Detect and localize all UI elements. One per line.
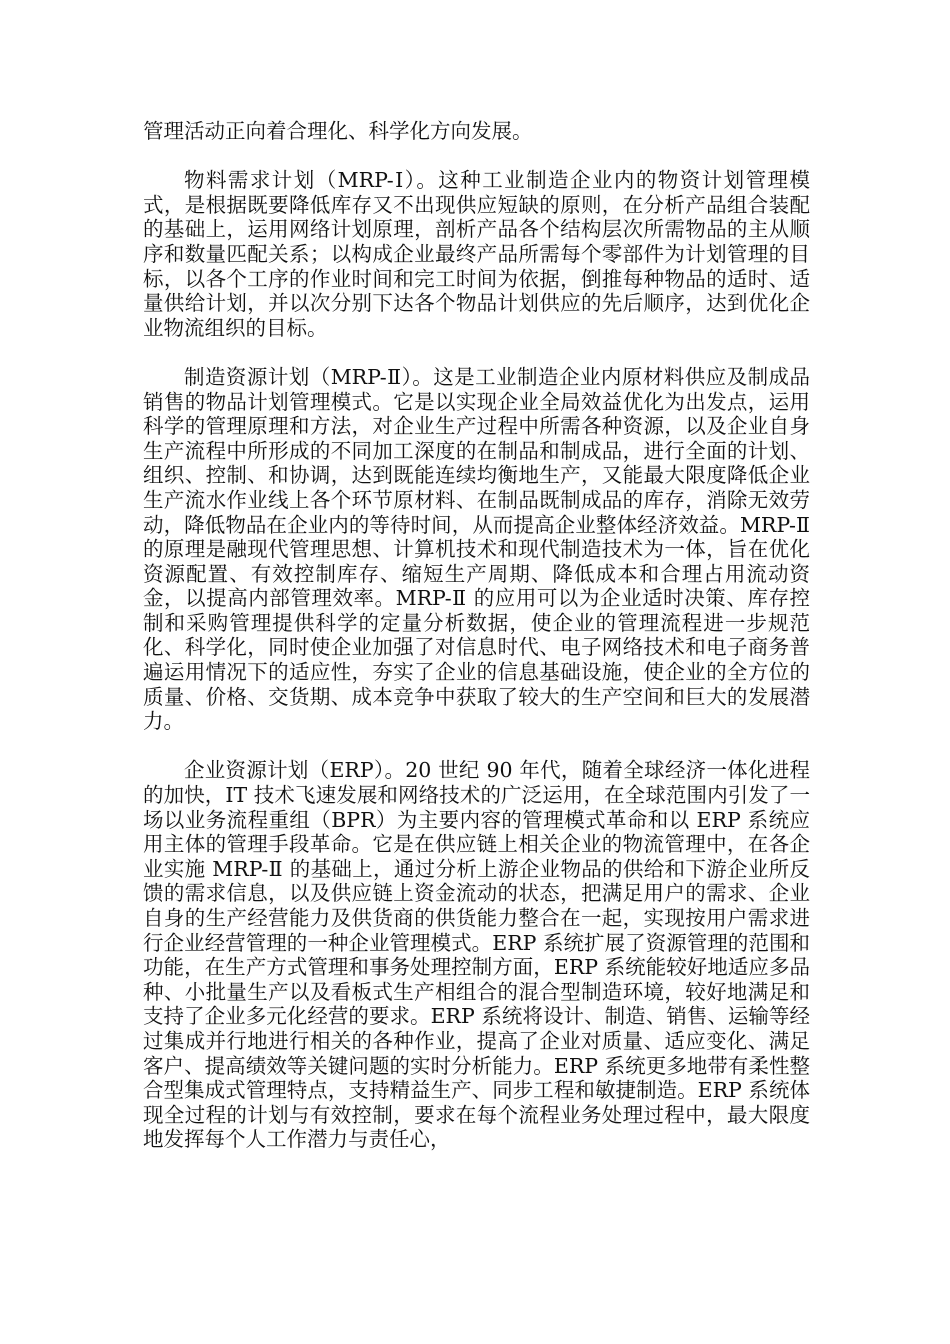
body-text <box>143 119 810 1152</box>
paragraph-erp: 企业资源计划（ERP）。20 世纪 90 年代，随着全球经济一体化进程的加快，IT 技术飞速发展和网络技术的广泛运用，在全球范围内引发了一场以业务流程重组（BPR）为主要内容的管理模式革命和以 ERP 系统应用主体的管理手段革命。它是在供应链上相关企业的物流管理中，在各企业实施 MRP-Ⅱ 的基础上，通过分析上游企业物品的供给和下游企业所反馈的需求信息，以及供应链上资金流动的状态，把满足用户的需求、企业自身的生产经营能力及供货商的供货能力整合在一起，实现按用户需求进行企业经营管理的一种企业管理模式。ERP 系统扩展了资源管理的范围和功能，在生产方式管理和事务处理控制方面，ERP 系统能较好地适应多品种、小批量生产以及看板式生产相组合的混合型制造环境，较好地满足和支持了企业多元化经营的要求。ERP 系统将设计、制造、销售、运输等经过集成并行地进行相关的各种作业，提高了企业对质量、适应变化、满足客户、提高绩效等关键问题的实时分析能力。ERP 系统更多地带有柔性整合型集成式管理特点，支持精益生产、同步工程和敏捷制造。ERP 系统体现全过程的计划与有效控制，要求在每个流程业务处理过程中，最大限度地发挥每个人工作潜力与责任心， <box>143 758 810 1152</box>
paragraph-gap <box>143 340 810 365</box>
paragraph-mrp2: 制造资源计划（MRP-Ⅱ）。这是工业制造企业内原材料供应及制成品销售的物品计划管理模式。它是以实现企业全局效益优化为出发点，运用科学的管理原理和方法，对企业生产过程中所需各种资源，以及企业自身生产流程中所形成的不同加工深度的在制品和制成品，进行全面的计划、组织、控制、和协调，达到既能连续均衡地生产，又能最大限度降低企业生产流水作业线上各个环节原材料、在制品既制成品的库存，消除无效劳动，降低物品在企业内的等待时间，从而提高企业整体经济效益。MRP-Ⅱ 的原理是融现代管理思想、计算机技术和现代制造技术为一体，旨在优化资源配置、有效控制库存、缩短生产周期、降低成本和合理占用流动资金，以提高内部管理效率。MRP-Ⅱ 的应用可以为企业适时决策、库存控制和采购管理提供科学的定量分析数据，使企业的管理流程进一步规范化、科学化，同时使企业加强了对信息时代、电子网络技术和电子商务普遍运用情况下的适应性，夯实了企业的信息基础设施，使企业的全方位的质量、价格、交货期、成本竞争中获取了较大的生产空间和巨大的发展潜力。 <box>143 364 810 734</box>
paragraph-mrp1: 物料需求计划（MRP-Ⅰ）。这种工业制造企业内的物资计划管理模式，是根据既要降低库存又不出现供应短缺的原则，在分析产品组合装配的基础上，运用网络计划原理，剖析产品各个结构层次所需物品的主从顺序和数量匹配关系；以构成企业最终产品所需每个零部件为计划管理的目标，以各个工序的作业时间和完工时间为依据，倒推每种物品的适时、适量供给计划，并以次分别下达各个物品计划供应的先后顺序，达到优化企业物流组织的目标。 <box>143 168 810 340</box>
paragraph-gap <box>143 734 810 759</box>
paragraph-1: 管理活动正向着合理化、科学化方向发展。 <box>143 119 533 143</box>
paragraph-gap <box>143 144 810 169</box>
